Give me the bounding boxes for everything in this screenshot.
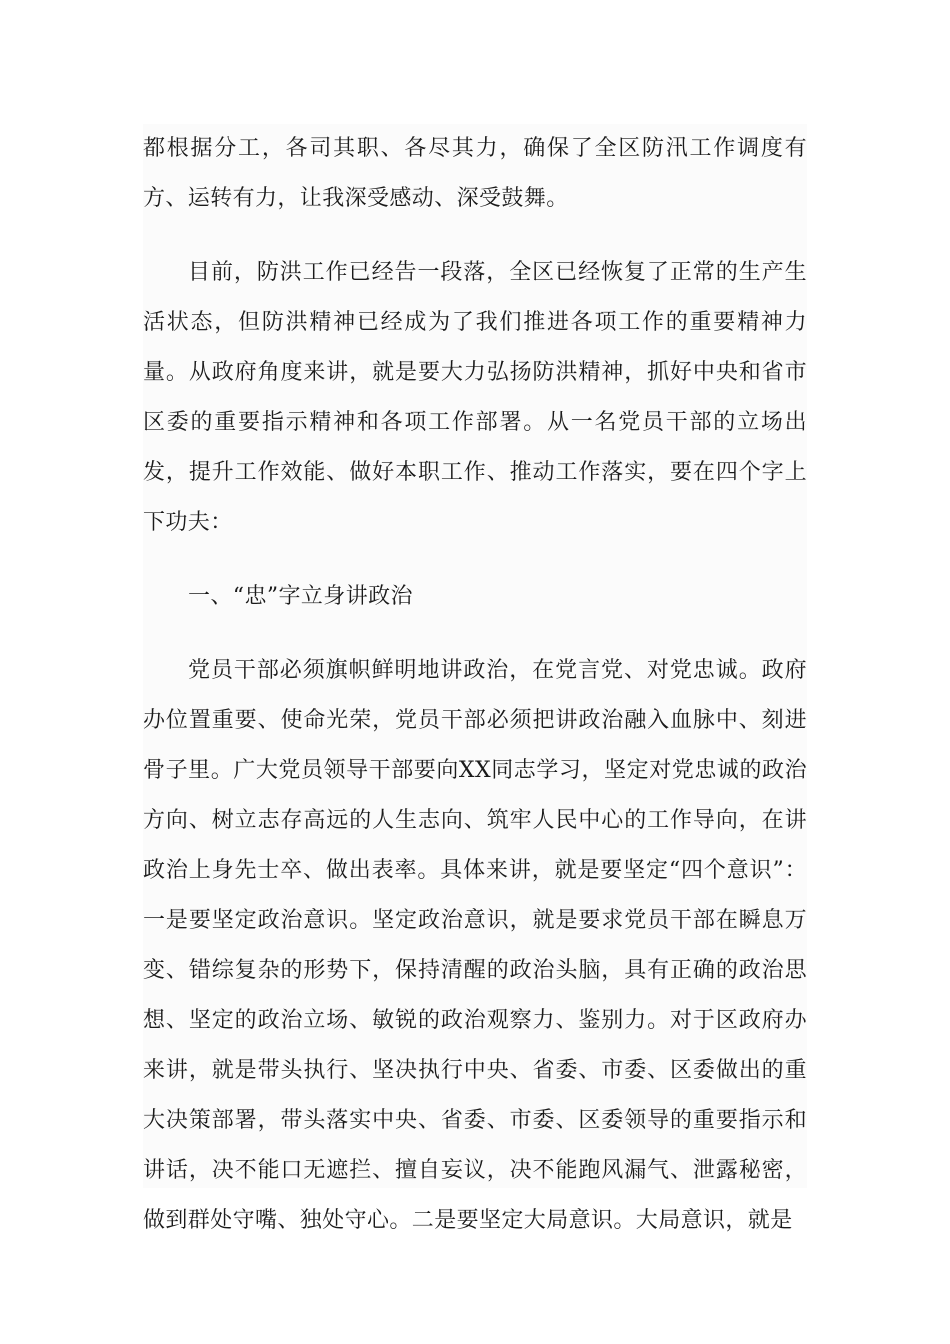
paragraph-politics: 党员干部必须旗帜鲜明地讲政治，在党言党、对党忠诚。政府办位置重要、使命光荣，党员干部必须把讲政治融入血脉中、刻进骨子里。广大党员领导干部要向XX同志学习，坚定对党忠诚的政治方向、树立志存高远的人生志向、筑牢人民中心的工作导向，在讲政治上身先士卒、做出表率。具体来讲，就是要坚定“四个意识”：一是要坚定政治意识。坚定政治意识，就是要求党员干部在瞬息万变、错综复杂的形势下，保持清醒的政治头脑，具有正确的政治思想、坚定的政治立场、敏锐的政治观察力、鉴别力。对于区政府办来讲，就是带头执行、坚决执行中央、省委、市委、区委做出的重大决策部署，带头落实中央、省委、市委、区委领导的重要指示和讲话，决不能口无遮拦、擅自妄议，决不能跑风漏气、泄露秘密，做到群处守嘴、独处守心。二是要坚定大局意识。大局意识，就是 — [143, 658, 807, 1233]
paragraph-current-status: 目前，防洪工作已经告一段落，全区已经恢复了正常的生产生活状态，但防洪精神已经成为了我们推进各项工作的重要精神力量。从政府角度来讲，就是要大力弘扬防洪精神，抓好中央和省市区委的重要指示精神和各项工作部署。从一名党员干部的立场出发，提升工作效能、做好本职工作、推动工作落实，要在四个字上下功夫： — [143, 260, 807, 535]
paragraph-spacer — [143, 548, 807, 572]
paragraph-continuation: 都根据分工，各司其职、各尽其力，确保了全区防汛工作调度有方、运转有力，让我深受感动、深受鼓舞。 — [143, 136, 807, 211]
document-body — [143, 124, 807, 1233]
paragraph-spacer — [143, 224, 807, 248]
paragraph-spacer — [143, 622, 807, 646]
section-heading: 一、“忠”字立身讲政治 — [188, 584, 413, 609]
